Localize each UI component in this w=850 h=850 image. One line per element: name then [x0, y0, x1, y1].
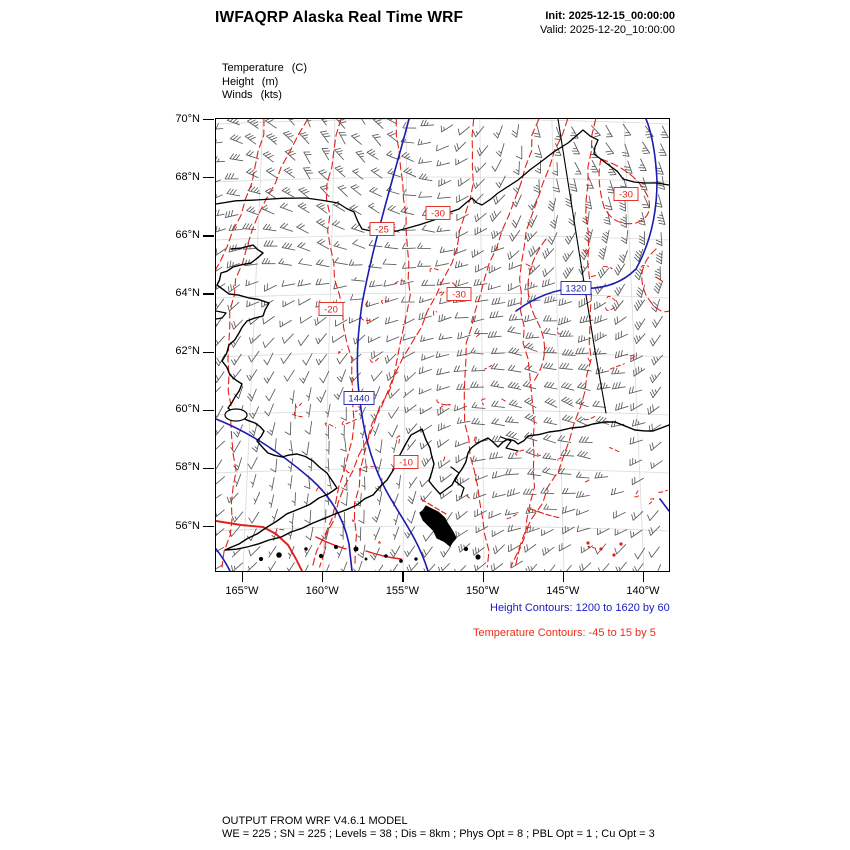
height-contour-label [561, 282, 591, 295]
page-title: IWFAQRP Alaska Real Time WRF [215, 9, 464, 26]
lon-label: 165°W [225, 585, 259, 597]
init-time: Init: 2025-12-15_00:00:00 [545, 10, 675, 22]
height-contour-layer [216, 119, 669, 571]
height-contour-label [344, 392, 374, 405]
contour-label-value: 1320 [565, 283, 587, 295]
temperature-contour-label [370, 223, 394, 236]
contour-label-value: 1440 [348, 393, 370, 405]
island-dot [414, 557, 417, 560]
model-config-line: WE = 225 ; SN = 225 ; Levels = 38 ; Dis = 8km ; Phys Opt = 8 ; PBL Opt = 1 ; Cu Opt = 3 [222, 828, 655, 840]
island-dot [319, 554, 323, 558]
contour-label-value: -30 [619, 189, 633, 201]
lat-tick [203, 352, 214, 353]
lat-label: 66°N [175, 228, 200, 241]
graticule-layer [216, 119, 669, 571]
temperature-contour-dot [599, 547, 602, 550]
field-name: Height [222, 75, 254, 88]
lat-tick [203, 235, 214, 236]
model-footer [222, 815, 655, 841]
lat-tick [203, 177, 214, 178]
lon-tick [402, 571, 403, 582]
field-legend [222, 62, 307, 103]
field-row-winds [222, 89, 307, 103]
lat-label: 70°N [175, 112, 200, 125]
contour-label-value: -30 [431, 208, 445, 220]
temperature-contour-label [426, 207, 450, 220]
field-unit: (m) [261, 75, 279, 88]
lat-tick [203, 526, 214, 527]
lon-label: 160°W [305, 585, 339, 597]
model-output-line: OUTPUT FROM WRF V4.6.1 MODEL [222, 815, 408, 827]
lon-label: 140°W [626, 585, 660, 597]
contour-label-value: -30 [452, 289, 466, 301]
run-times [540, 10, 675, 37]
lon-tick [483, 571, 484, 582]
island-dot [399, 559, 403, 563]
field-row-temperature [222, 62, 307, 76]
field-name: Temperature [222, 62, 284, 74]
island-dot [475, 554, 480, 559]
alaska-map [216, 119, 669, 571]
field-row-height [222, 76, 307, 90]
temperature-contour-dot [586, 541, 589, 544]
contour-label-value: -20 [324, 304, 338, 316]
lon-tick [242, 571, 243, 582]
lon-label: 155°W [385, 585, 419, 597]
temperature-contour-label [447, 288, 471, 301]
lon-label: 150°W [466, 585, 500, 597]
island-dot [276, 552, 282, 558]
height-contour-info: Height Contours: 1200 to 1620 by 60 [490, 602, 670, 614]
contour-label-value: -25 [375, 224, 389, 236]
temperature-contour-label [319, 303, 343, 316]
field-name: Winds [222, 89, 253, 101]
island-dot [259, 557, 263, 561]
lat-tick [203, 293, 214, 294]
valid-time: Valid: 2025-12-20_10:00:00 [540, 23, 675, 36]
lat-label: 56°N [175, 519, 200, 532]
lat-label: 68°N [175, 170, 200, 183]
lon-tick [643, 571, 644, 582]
island-dot [365, 558, 368, 561]
temperature-contour-dot [619, 542, 622, 545]
nunivak-island [225, 409, 247, 421]
island-dot [353, 546, 358, 551]
lat-label: 58°N [175, 461, 200, 474]
island-dot [334, 545, 338, 549]
temperature-contour-info: Temperature Contours: -45 to 15 by 5 [473, 627, 656, 639]
lat-label: 60°N [175, 403, 200, 416]
lat-tick [203, 410, 214, 411]
lat-tick [203, 468, 214, 469]
temperature-contour-label [394, 456, 418, 469]
island-dot [464, 547, 468, 551]
lat-label: 62°N [175, 345, 200, 358]
temperature-contour-dot [612, 553, 615, 556]
contour-label-value: -10 [399, 457, 413, 469]
map-frame [215, 118, 670, 572]
temperature-contour-layer [216, 119, 669, 571]
field-unit: (C) [291, 62, 308, 74]
island-dot [384, 554, 388, 558]
wind-barb-layer [216, 119, 668, 571]
lon-tick [563, 571, 564, 582]
temperature-contour-label [614, 188, 638, 201]
lat-tick [203, 119, 214, 120]
island-dot [304, 547, 307, 550]
lon-tick [322, 571, 323, 582]
field-unit: (kts) [260, 89, 282, 101]
lon-label: 145°W [546, 585, 580, 597]
lat-label: 64°N [175, 286, 200, 299]
